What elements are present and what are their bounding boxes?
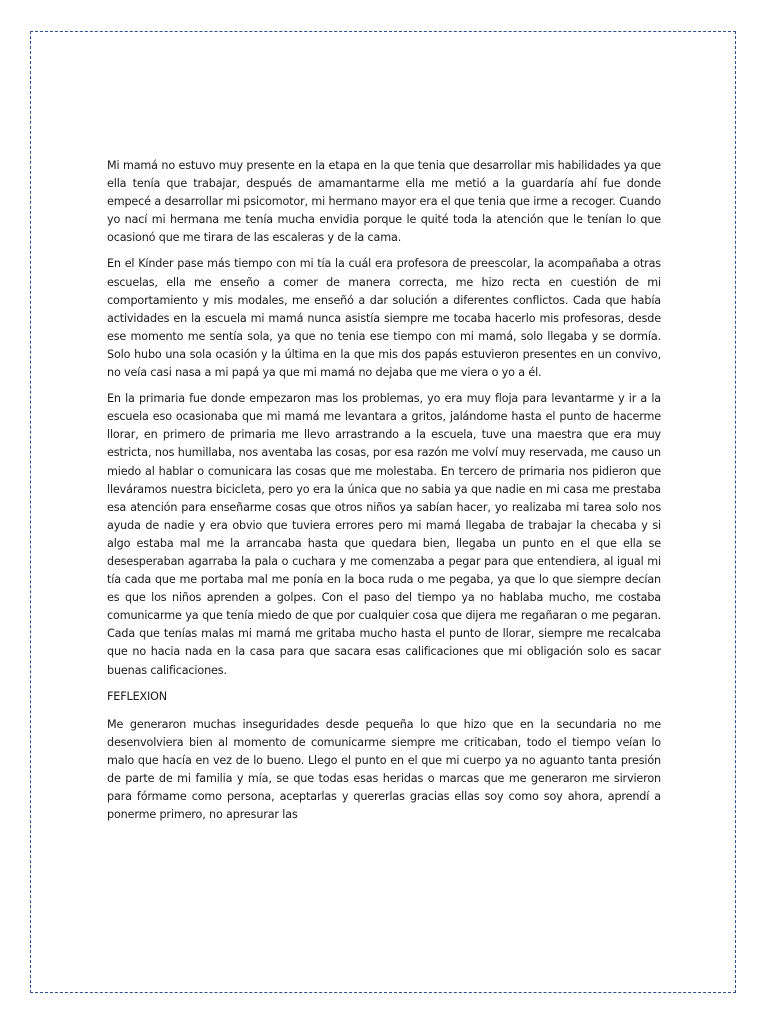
paragraph-3: En la primaria fue donde empezaron mas los problemas, yo era muy floja para levantarme y ir a la escuela eso ocasionaba que mi mamá me levantara a gritos, jalándome hasta el punto de hacerme llorar, en primero de primaria me llevo arrastrando a la escuela, tuve una maestra que era muy estricta, nos humillaba, nos aventaba las cosas, por esa razón me volví muy reservada, me causo un miedo al hablar o comunicara las cosas que me molestaba. En tercero de primaria nos pidieron que lleváramos nuestra bicicleta, pero yo era la única que no sabia ya que nadie en mi casa me prestaba esa atención para enseñarme cosas que otros niños ya sabían hacer, yo realizaba mi tarea solo nos ayuda de nadie y era obvio que tuviera errores pero mi mamá llegaba de trabajar la checaba y si algo estaba mal me la arrancaba hasta que quedara bien, llegaba un punto en el que ella se desesperaban agarraba la pala o cuchara y me comenzaba a pegar para que entendiera, al igual mi tía cada que me portaba mal me ponía en la boca ruda o me pegaba, ya que lo que siempre decían es que los niños aprenden a golpes. Con el paso del tiempo ya no hablaba mucho, me costaba comunicarme ya que tenía miedo de que por cualquier cosa que dijera me regañaran o me pegaran. Cada que tenías malas mi mamá me gritaba mucho hasta el punto de llorar, siempre me recalcaba que no hacia nada en la casa para que sacara esas calificaciones que mi obligación solo es sacar buenas calificaciones. (107, 392, 661, 677)
paragraph-1: Mi mamá no estuvo muy presente en la etapa en la que tenia que desarrollar mis habilidades ya que ella tenía que trabajar, después de amamantarme ella me metió a la guardaría ahí fue donde empecé a desarrollar mi psicomotor, mi hermano mayor era el que tenia que irme a recoger. Cuando yo nací mi hermana me tenía mucha envidia porque le quité toda la atención que le tenían lo que ocasionó que me tirara de las escaleras y de la cama. (107, 159, 661, 245)
paragraph-2: En el Kínder pase más tiempo con mi tía la cuál era profesora de preescolar, la acompañaba a otras escuelas, ella me enseño a comer de manera correcta, me hizo recta en cuestión de mi comportamiento y mis modales, me enseñó a dar solución a diferentes conflictos. Cada que había actividades en la escuela mi mamá nunca asistía siempre me tocaba hacerlo mis profesoras, desde ese momento me sentía sola, ya que no tenia ese tiempo con mi mamá, solo llegaba y se dormía. Solo hubo una sola ocasión y la última en la que mis dos papás estuvieron presentes en un convivo, no veía casi nasa a mi papá ya que mi mamá no dejaba que me viera o yo a él. (107, 257, 661, 380)
paragraph-4: Me generaron muchas inseguridades desde pequeña lo que hizo que en la secundaria no me desenvolviera bien al momento de comunicarme siempre me criticaban, todo el tiempo veían lo malo que hacía en vez de lo bueno. Llego el punto en el que mi cuerpo ya no aguanto tanta presión de parte de mi familia y mía, se que todas esas heridas o marcas que me generaron me sirvieron para fórmame como persona, aceptarlas y quererlas gracias ellas soy como soy ahora, aprendí a ponerme primero, no apresurar las (107, 717, 661, 822)
document-body (107, 157, 661, 832)
section-heading: FEFLEXION (107, 689, 168, 703)
